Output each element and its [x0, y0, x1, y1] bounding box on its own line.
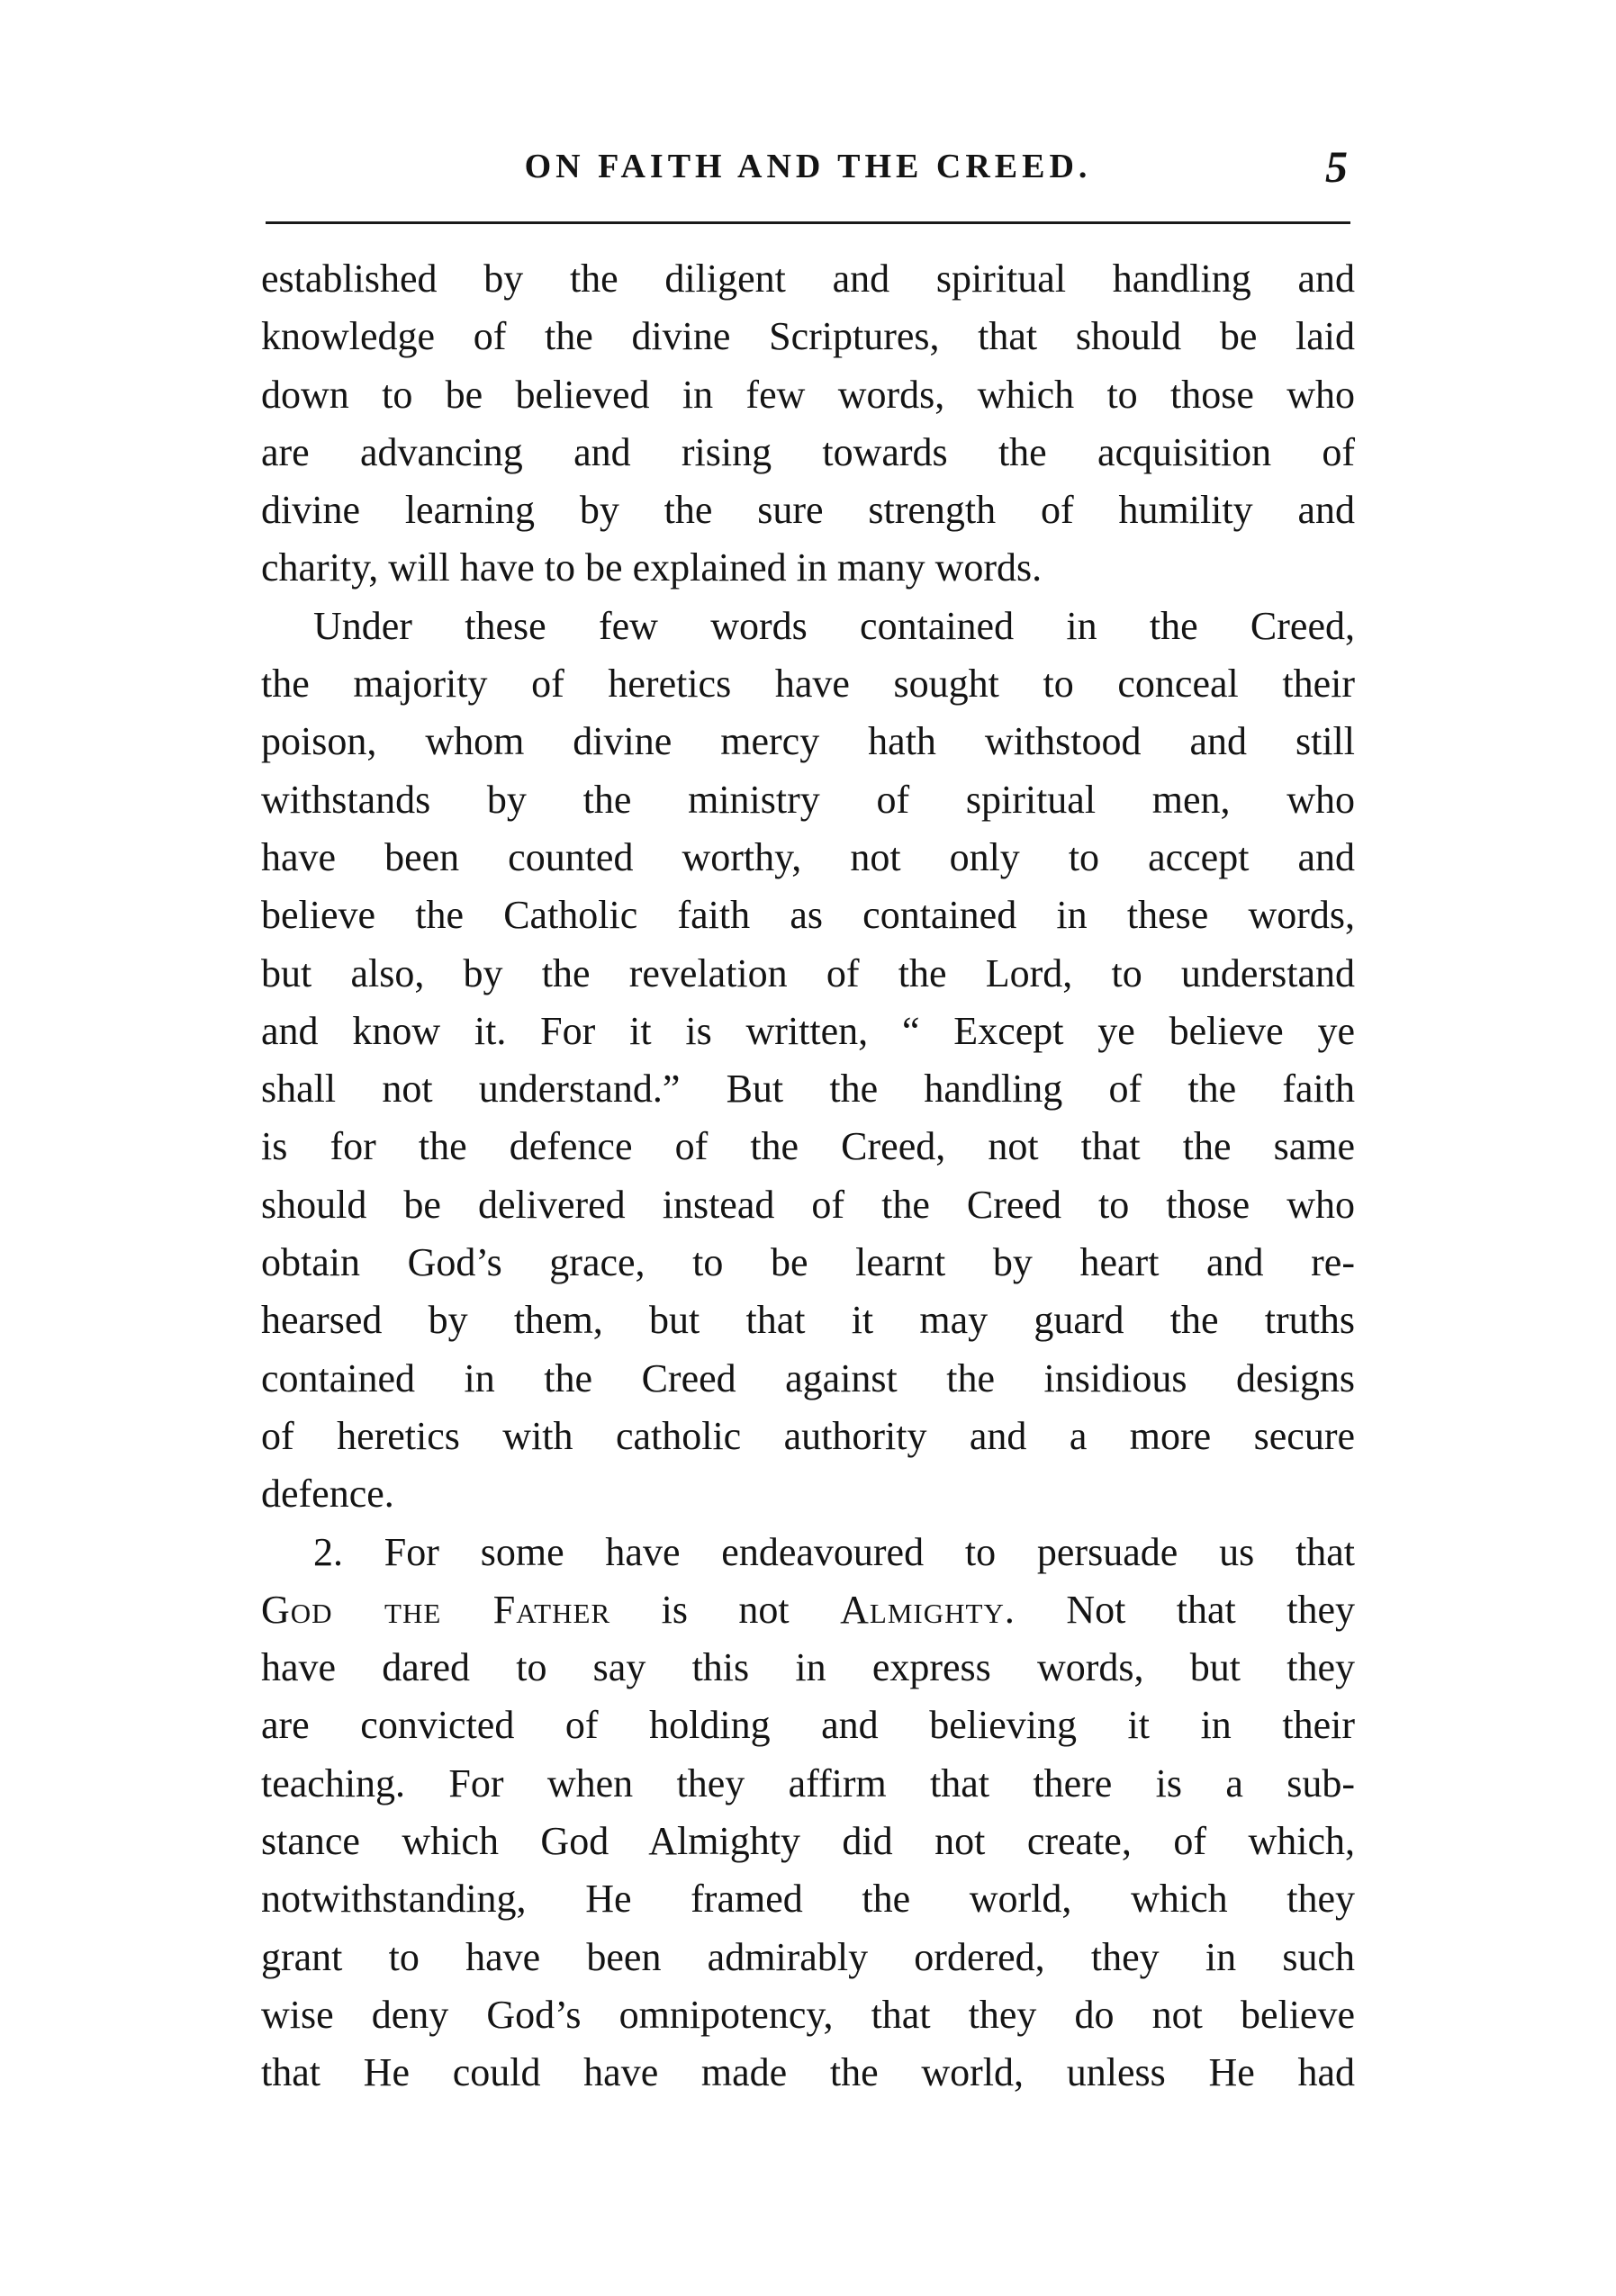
- text-line: obtain God’s grace, to be learnt by heart and re-: [261, 1240, 1355, 1285]
- text-line: divine learning by the sure strength of humility and: [261, 488, 1355, 533]
- small-caps-line: [261, 1581, 1355, 1639]
- text-line: should be delivered instead of the Creed to those who: [261, 1182, 1355, 1227]
- text-segment: is not: [610, 1587, 841, 1632]
- text-line: hearsed by them, but that it may guard the truths: [261, 1298, 1355, 1343]
- running-head: [261, 140, 1355, 194]
- text-line: withstands by the ministry of spiritual men, who: [261, 777, 1355, 822]
- text-line: are convicted of holding and believing it in their: [261, 1703, 1355, 1748]
- text-line: poison, whom divine mercy hath withstood and still: [261, 719, 1355, 764]
- text-segment: Not that they: [1015, 1587, 1356, 1632]
- text-line: teaching. For when they affirm that there is a sub-: [261, 1760, 1355, 1805]
- text-line: contained in the Creed against the insidious designs: [261, 1355, 1355, 1400]
- text-line: grant to have been admirably ordered, they in such: [261, 1934, 1355, 1979]
- text-line: established by the diligent and spiritual handling and: [261, 257, 1355, 301]
- body-text: [261, 250, 1355, 2102]
- text-line: that He could have made the world, unless He had: [261, 2050, 1355, 2095]
- text-line: of heretics with catholic authority and a more secure: [261, 1413, 1355, 1458]
- text-line: have been counted worthy, not only to accept and: [261, 834, 1355, 879]
- paragraph-start-line: Under these few words contained in the Creed,: [313, 603, 1355, 648]
- text-line: and know it. For it is written, “ Except ye believe ye: [261, 1008, 1355, 1053]
- small-caps-god-the-father: God the Father: [261, 1587, 611, 1632]
- text-line: knowledge of the divine Scriptures, that should be laid: [261, 314, 1355, 359]
- paragraph-start-line: 2. For some have endeavoured to persuade us that: [313, 1529, 1355, 1574]
- text-line: stance which God Almighty did not create, of which,: [261, 1819, 1355, 1864]
- text-line: notwithstanding, He framed the world, which they: [261, 1877, 1355, 1922]
- header-rule: [266, 221, 1350, 224]
- text-line: have dared to say this in express words, but they: [261, 1645, 1355, 1690]
- text-line: charity, will have to be explained in many words.: [261, 545, 1043, 590]
- page-number: 5: [1325, 141, 1348, 192]
- text-line: are advancing and rising towards the acquisition of: [261, 429, 1355, 474]
- text-line: is for the defence of the Creed, not that the same: [261, 1124, 1355, 1169]
- text-line: defence.: [261, 1472, 394, 1517]
- text-line: wise deny God’s omnipotency, that they do not believe: [261, 1992, 1355, 2037]
- text-line: the majority of heretics have sought to conceal their: [261, 662, 1355, 707]
- text-line: down to be believed in few words, which to those who: [261, 372, 1355, 417]
- text-line: but also, by the revelation of the Lord, to understand: [261, 950, 1355, 995]
- text-line: believe the Catholic faith as contained in these words,: [261, 893, 1355, 938]
- text-line: shall not understand.” But the handling of the faith: [261, 1067, 1355, 1112]
- running-title: ON FAITH AND THE CREED.: [524, 148, 1092, 185]
- small-caps-almighty: Almighty.: [840, 1587, 1016, 1632]
